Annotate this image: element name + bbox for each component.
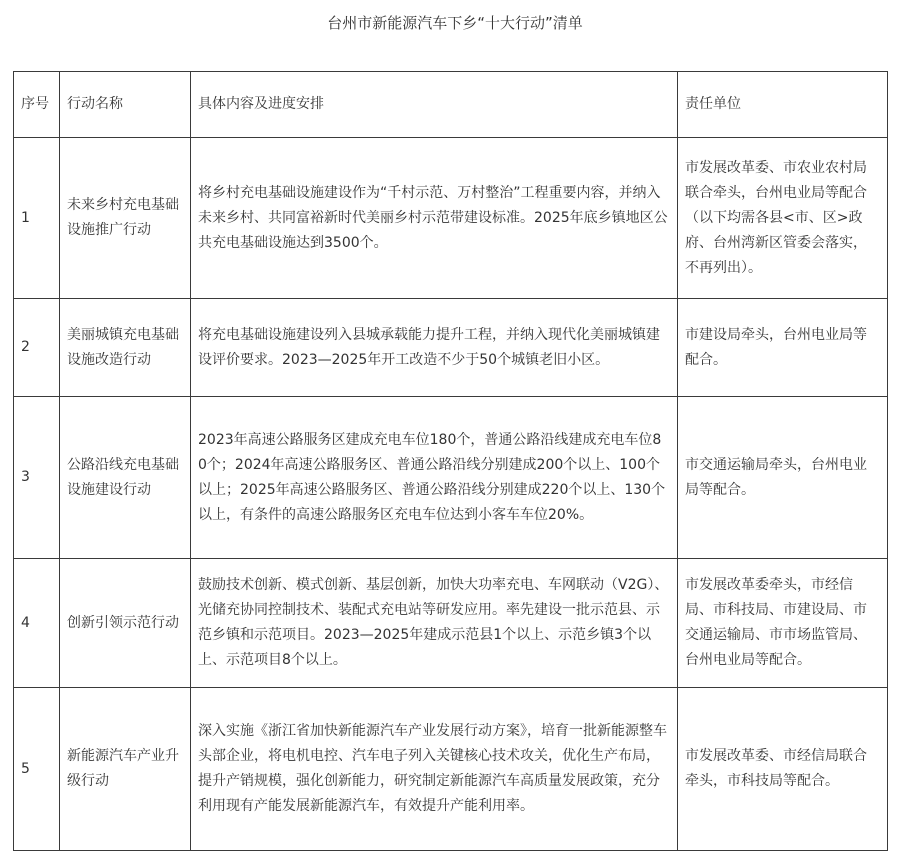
row-index: 5 bbox=[14, 688, 60, 851]
row-responsible-unit: 市发展改革委、市经信局联合牵头，市科技局等配合。 bbox=[678, 688, 888, 851]
row-responsible-unit: 市交通运输局牵头，台州电业局等配合。 bbox=[678, 397, 888, 559]
row-index: 3 bbox=[14, 397, 60, 559]
row-index: 4 bbox=[14, 559, 60, 688]
row-content: 将充电基础设施建设列入县城承载能力提升工程，并纳入现代化美丽城镇建设评价要求。2023—2025年开工改造不少于50个城镇老旧小区。 bbox=[191, 299, 678, 397]
header-action-name: 行动名称 bbox=[60, 72, 191, 138]
table-row bbox=[14, 397, 888, 559]
table-row bbox=[14, 299, 888, 397]
header-index: 序号 bbox=[14, 72, 60, 138]
row-content: 深入实施《浙江省加快新能源汽车产业发展行动方案》，培育一批新能源整车头部企业，将电机电控、汽车电子列入关键核心技术攻关，优化生产布局，提升产销规模，强化创新能力，研究制定新能源汽车高质量发展政策，充分利用现有产能发展新能源汽车，有效提升产能利用率。 bbox=[191, 688, 678, 851]
table-header-row bbox=[14, 72, 888, 138]
row-index: 1 bbox=[14, 138, 60, 299]
row-content: 将乡村充电基础设施建设作为“千村示范、万村整治”工程重要内容，并纳入未来乡村、共同富裕新时代美丽乡村示范带建设标准。2025年底乡镇地区公共充电基础设施达到3500个。 bbox=[191, 138, 678, 299]
action-list-table bbox=[13, 71, 888, 851]
row-responsible-unit: 市发展改革委牵头，市经信局、市科技局、市建设局、市交通运输局、市市场监管局、台州电业局等配合。 bbox=[678, 559, 888, 688]
page-title: 台州市新能源汽车下乡“十大行动”清单 bbox=[327, 14, 583, 32]
row-responsible-unit: 市发展改革委、市农业农村局联合牵头，台州电业局等配合（以下均需各县<市、区>政府、台州湾新区管委会落实，不再列出）。 bbox=[678, 138, 888, 299]
row-responsible-unit: 市建设局牵头，台州电业局等配合。 bbox=[678, 299, 888, 397]
row-action-name: 未来乡村充电基础设施推广行动 bbox=[60, 138, 191, 299]
table-row bbox=[14, 688, 888, 851]
table-row bbox=[14, 559, 888, 688]
row-content: 2023年高速公路服务区建成充电车位180个，普通公路沿线建成充电车位80个；2024年高速公路服务区、普通公路沿线分别建成200个以上、100个以上；2025年高速公路服务区、普通公路沿线分别建成220个以上、130个以上，有条件的高速公路服务区充电车位达到小客车车位20%。 bbox=[191, 397, 678, 559]
row-action-name: 新能源汽车产业升级行动 bbox=[60, 688, 191, 851]
row-action-name: 创新引领示范行动 bbox=[60, 559, 191, 688]
row-content: 鼓励技术创新、模式创新、基层创新，加快大功率充电、车网联动（V2G）、光储充协同控制技术、装配式充电站等研发应用。率先建设一批示范县、示范乡镇和示范项目。2023—2025年建成示范县1个以上、示范乡镇3个以上、示范项目8个以上。 bbox=[191, 559, 678, 688]
table-row bbox=[14, 138, 888, 299]
header-content: 具体内容及进度安排 bbox=[191, 72, 678, 138]
row-action-name: 美丽城镇充电基础设施改造行动 bbox=[60, 299, 191, 397]
header-responsible-unit: 责任单位 bbox=[678, 72, 888, 138]
row-action-name: 公路沿线充电基础设施建设行动 bbox=[60, 397, 191, 559]
row-index: 2 bbox=[14, 299, 60, 397]
